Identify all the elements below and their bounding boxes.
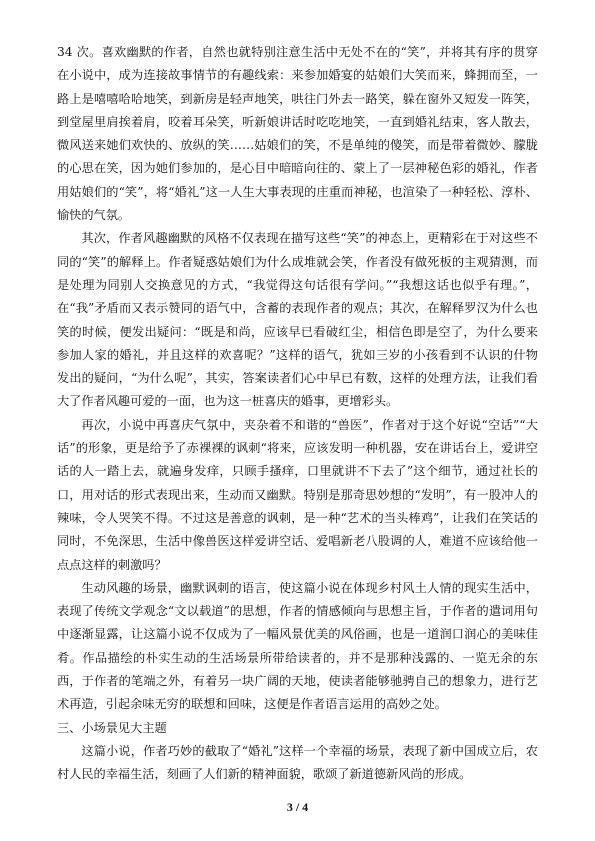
- paragraph-laughter-thread: 34 次。喜欢幽默的作者，自然也就特别注意生活中无处不在的“笑”，并将其有序的贯穿在小说中，成为连接故事情节的有趣线索：来参加婚宴的姑娘们大笑而来，蜂拥而至，一路上是嘻嘻哈哈地笑，到新房是轻声地笑，哄往门外去一路笑，躲在窗外又短发一阵笑，到堂屋里肩挨着肩，咬着耳朵笑，听新娘讲话时吃吃地笑，一直到婚礼结束，客人散去，微风送来她们欢快的、放纵的笑……姑娘们的笑，不是单纯的傻笑，而是带着微妙、朦胧的心思在笑，因为她们参加的，是心目中暗暗向往的、蒙上了一层神秘色彩的婚礼，作者用姑娘们的“笑”，将“婚礼”这一人生大事表现的庄重而神秘，也渲染了一种轻松、淳朴、愉快的气氛。: [57, 45, 538, 223]
- paragraph-language-summary: 生动风趣的场景，幽默讽刺的语言，使这篇小说在体现乡村风土人情的现实生活中，表现了传统文学观念“文以载道”的思想，作者的情感倾向与思想主旨，于作者的遣词用句中逐渐显露，让这篇小说不仅成为了一幅风景优美的风俗画，也是一道润口润心的美味佳肴。作品描绘的朴实生动的生活场景所带给读者的，并不是那种浅露的、一览无余的东西，于作者的笔端之外，有着另一块广阔的天地，使读者能够驰骋自己的想象力，进行艺术再造，引起余味无穷的联想和回味，这便是作者语言运用的高妙之处。: [57, 580, 538, 712]
- paragraph-humor-explanation: 其次，作者风趣幽默的风格不仅表现在描写这些“笑”的神态上，更精彩在于对这些不同的“笑”的解释上。作者疑惑姑娘们为什么成堆就会笑，作者没有做死板的主观猜测，而是处理为同别人交换意见的方式，“我觉得这句话很有学问。”“我想这话也似乎有理。”，在“我”矛盾而又表示赞同的语气中，含蓄的表现作者的观点；其次，在解释罗汉为什么也笑的时候，便发出疑问：“既是和尚，应该早已看破红尘，相信色即是空了，为什么要来参加人家的婚礼，并且这样的欢喜呢？”这样的语气，犹如三岁的小孩看到不认识的什物发出的疑问，“为什么呢”，其实，答案读者们心中早已有数，这样的处理方法，让我们看大了作者风趣可爱的一面，也为这一桩喜庆的婚事，更增彩头。: [57, 231, 538, 409]
- section-heading-theme: 三、小场景见大主题: [57, 720, 167, 735]
- paragraph-wedding-theme: 这篇小说，作者巧妙的截取了“婚礼”这样一个幸福的场景，表现了新中国成立后，农村人民的幸福生活，刻画了人们新的精神面貌，歌颂了新道德新风尚的形成。: [57, 743, 538, 782]
- page-number: 3 / 4: [286, 800, 309, 814]
- document-body: [57, 41, 538, 787]
- paragraph-satire-vet: 再次，小说中再喜庆气氛中，夹杂着不和谐的“兽医”，作者对于这个好说“空话”“大话”的形象，更是给予了赤裸裸的讽刺“将来，应该发明一种机器，安在讲话台上，爱讲空话的人一踏上去，就遍身发痒，只顾手搔痒，口里就讲不下去了”这个细节，通过社长的口，用对话的形式表现出来，生动而又幽默。特别是那奇思妙想的“发明”，有一股冲人的辣味，令人哭笑不得。不过这是善意的讽刺，是一种“艺术的当头棒鸡”，让我们在笑话的同时，不免深思，生活中像兽医这样爱讲空话、爱唱新老八股调的人，难道不应该给他一点点这样的刺激吗？: [57, 417, 538, 572]
